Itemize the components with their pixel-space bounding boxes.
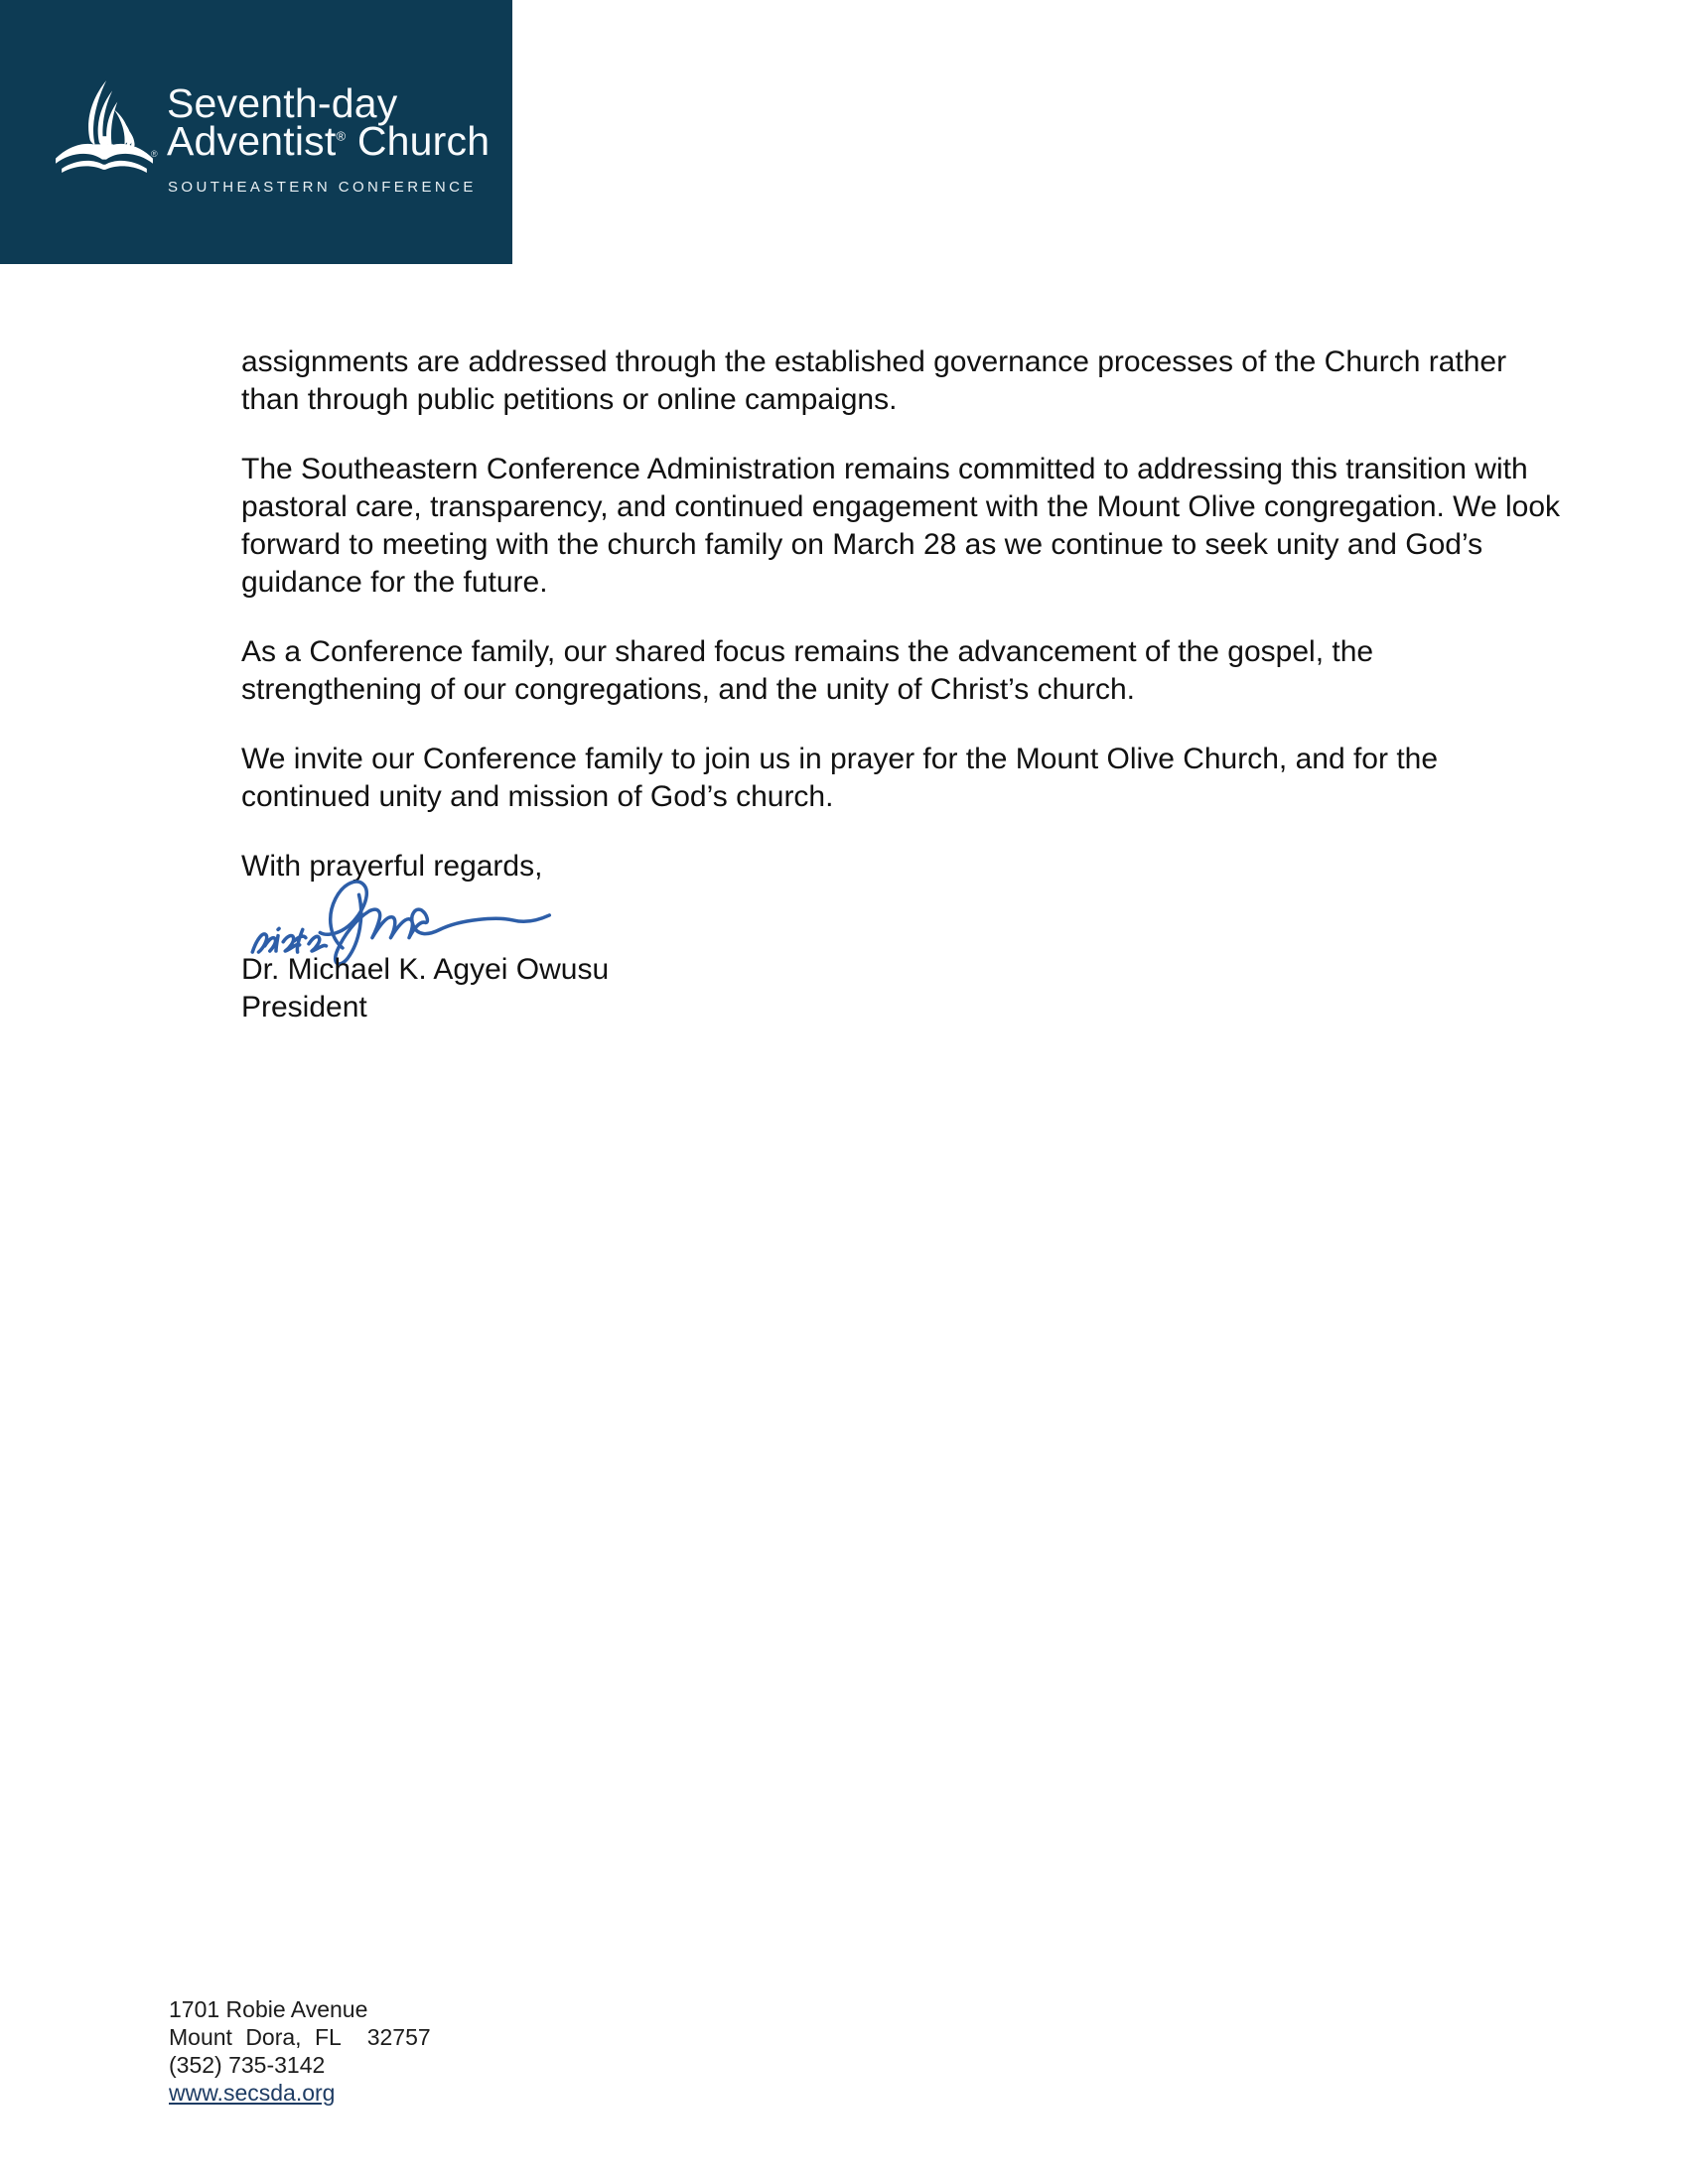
sda-flame-book-icon (54, 75, 155, 175)
letter-line: continued unity and mission of God’s church. (241, 780, 834, 813)
letter-line: As a Conference family, our shared focus remains the advancement of the gospel, the (241, 635, 1374, 668)
letter-line: forward to meeting with the church family on March 28 as we continue to seek unity and God’s (241, 528, 1483, 561)
letter-line: pastoral care, transparency, and continued engagement with the Mount Olive congregation. We look (241, 490, 1561, 523)
website-link[interactable]: www.secsda.org (169, 2080, 336, 2106)
letterhead-banner (0, 0, 512, 264)
org-name-church: Church (346, 118, 491, 164)
org-name-line2 (167, 118, 491, 164)
org-name-trademark: ® (336, 128, 347, 144)
org-name-line1: Seventh-day (167, 80, 398, 126)
letter-line: guidance for the future. (241, 566, 548, 599)
letter-paragraph (241, 741, 1592, 816)
letter-line: assignments are addressed through the established governance processes of the Church rather (241, 345, 1507, 378)
letter-line: strengthening of our congregations, and the unity of Christ’s church. (241, 673, 1135, 706)
logo-registered-mark: ® (151, 149, 158, 159)
signature-block (241, 951, 609, 1026)
closing-salutation: With prayerful regards, (241, 850, 543, 883)
footer-phone: (352) 735-3142 (169, 2052, 326, 2078)
signer-name: Dr. Michael K. Agyei Owusu (241, 953, 610, 986)
letter-paragraph (241, 451, 1592, 602)
letter-body (241, 343, 1592, 886)
letter-paragraph (241, 633, 1592, 709)
footer-address-line2: Mount Dora, FL 32757 (169, 2024, 431, 2050)
letter-line: The Southeastern Conference Administration remains committed to addressing this transition with (241, 453, 1528, 485)
footer-address-line1: 1701 Robie Avenue (169, 1996, 368, 2022)
letter-line: than through public petitions or online campaigns. (241, 383, 898, 416)
letter-paragraph (241, 343, 1592, 419)
signer-title: President (241, 991, 367, 1024)
conference-subtitle: SOUTHEASTERN CONFERENCE (168, 179, 477, 196)
org-name-adventist: Adventist (167, 118, 337, 164)
letter-line: We invite our Conference family to join us in prayer for the Mount Olive Church, and for the (241, 743, 1439, 775)
footer-address-block (169, 1995, 431, 2107)
